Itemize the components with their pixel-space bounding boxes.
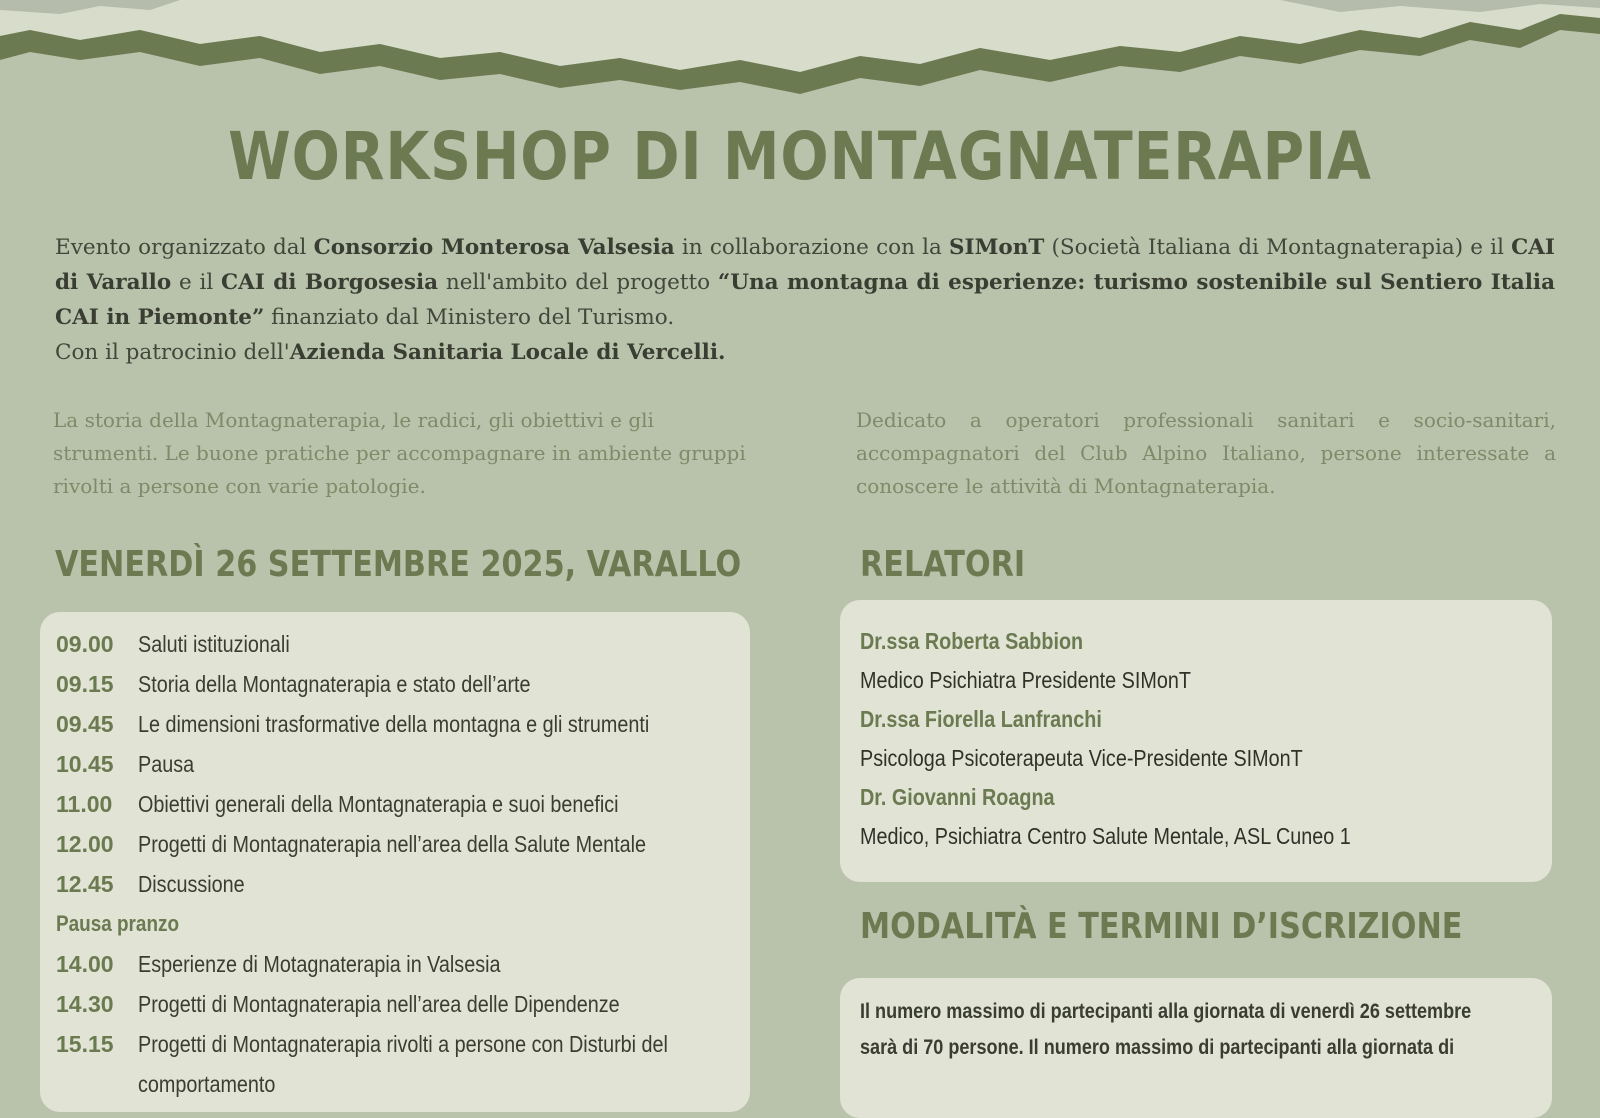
speaker-name bbox=[860, 622, 1540, 661]
program-time: 09.15 bbox=[56, 670, 114, 697]
program-row bbox=[56, 1024, 756, 1064]
program-row bbox=[56, 784, 756, 824]
program-time: 14.30 bbox=[56, 990, 114, 1017]
program-heading: VENERDÌ 26 SETTEMBRE 2025, VARALLO bbox=[55, 544, 742, 585]
program-time: 12.45 bbox=[56, 870, 114, 897]
program-row bbox=[56, 744, 756, 784]
speaker-role-text: Medico, Psichiatra Centro Salute Mentale, ASL Cuneo 1 bbox=[860, 823, 1351, 849]
intro-text: (Società Italiana di Montagnaterapia) e il bbox=[1044, 235, 1512, 260]
speaker-role bbox=[860, 817, 1540, 856]
project-name: “Una montagna di esperienze: turismo sostenibile sul Sentiero Italia CAI in Piemonte” bbox=[55, 270, 1555, 330]
speaker-name bbox=[860, 700, 1540, 739]
program-time: 10.45 bbox=[56, 750, 114, 777]
program-time: 09.00 bbox=[56, 630, 114, 657]
program-row bbox=[56, 704, 756, 744]
mountain-header-graphic bbox=[0, 0, 1600, 120]
page-title: WORKSHOP DI MONTAGNATERAPIA bbox=[228, 118, 1372, 195]
program-topic: comportamento bbox=[138, 1070, 276, 1097]
intro-text: nell'ambito del progetto bbox=[438, 270, 718, 295]
program-topic: Progetti di Montagnaterapia nell’area della Salute Mentale bbox=[138, 830, 647, 857]
program-topic: Saluti istituzionali bbox=[138, 630, 290, 657]
program-topic: Progetti di Montagnaterapia rivolti a persone con Disturbi del bbox=[138, 1030, 668, 1057]
program-row bbox=[56, 824, 756, 864]
cai-varallo-name: CAI di Varallo bbox=[55, 235, 1555, 295]
organizer-name: Consorzio Monterosa Valsesia bbox=[313, 235, 675, 260]
program-row bbox=[56, 984, 756, 1024]
program-row bbox=[56, 944, 756, 984]
intro-text: finanziato dal Ministero del Turismo. bbox=[264, 305, 675, 330]
speaker-role bbox=[860, 739, 1540, 778]
speaker-name-text: Dr.ssa Fiorella Lanfranchi bbox=[860, 706, 1102, 732]
program-topic: Obiettivi generali della Montagnaterapia e suoi benefici bbox=[138, 790, 619, 817]
simont-name: SIMonT bbox=[949, 235, 1045, 260]
speaker-role-text: Psicologa Psicoterapeuta Vice-Presidente SIMonT bbox=[860, 745, 1303, 771]
speaker-role-text: Medico Psichiatra Presidente SIMonT bbox=[860, 667, 1191, 693]
intro-text: in collaborazione con la bbox=[674, 235, 949, 260]
speaker-name-text: Dr.ssa Roberta Sabbion bbox=[860, 628, 1084, 654]
program-topic: Esperienze di Motagnaterapia in Valsesia bbox=[138, 950, 501, 977]
intro-paragraph bbox=[55, 230, 1555, 370]
program-topic: Discussione bbox=[138, 870, 245, 897]
program-topic: Le dimensioni trasformative della montagna e gli strumenti bbox=[138, 710, 650, 737]
iscrizione-line: Il numero massimo di partecipanti alla giornata di venerdì 26 settembre bbox=[860, 1000, 1472, 1023]
description-left: La storia della Montagnaterapia, le radici, gli obiettivi e gli strumenti. Le buone pratiche per accompagnare in ambiente gruppi rivolti a persone con varie patologie. bbox=[53, 408, 746, 498]
relatori-heading: RELATORI bbox=[860, 544, 1026, 585]
program-time: 14.00 bbox=[56, 950, 114, 977]
speakers-list bbox=[860, 622, 1540, 856]
program-topic: Storia della Montagnaterapia e stato dell’arte bbox=[138, 670, 531, 697]
program-topic: Pausa bbox=[138, 750, 195, 777]
program-topic: Progetti di Montagnaterapia nell’area delle Dipendenze bbox=[138, 990, 620, 1017]
program-time: 11.00 bbox=[56, 790, 113, 817]
intro-text: Evento organizzato dal bbox=[55, 235, 314, 260]
intro-text: e il bbox=[171, 270, 221, 295]
program-row bbox=[56, 664, 756, 704]
patronage-text: Con il patrocinio dell' bbox=[55, 340, 290, 365]
program-list bbox=[56, 624, 756, 1104]
lunch-break-label: Pausa pranzo bbox=[56, 911, 180, 936]
iscrizione-line: sarà di 70 persone. Il numero massimo di partecipanti alla giornata di bbox=[860, 1036, 1455, 1059]
program-row bbox=[56, 624, 756, 664]
program-time: 09.45 bbox=[56, 710, 114, 737]
speaker-name bbox=[860, 778, 1540, 817]
speaker-role bbox=[860, 661, 1540, 700]
speaker-name-text: Dr. Giovanni Roagna bbox=[860, 784, 1055, 810]
iscrizione-heading: MODALITÀ E TERMINI D’ISCRIZIONE bbox=[860, 906, 1463, 947]
program-time: 15.15 bbox=[56, 1030, 114, 1057]
description-right: Dedicato a operatori professionali sanitari e socio-sanitari, accompagnatori del Club Alpino Italiano, persone interessate a conoscere le attività di Montagnaterapia. bbox=[856, 408, 1556, 498]
iscrizione-text bbox=[860, 994, 1540, 1066]
patronage-name: Azienda Sanitaria Locale di Vercelli. bbox=[289, 340, 726, 365]
program-time: 12.00 bbox=[56, 830, 114, 857]
program-row bbox=[56, 864, 756, 904]
program-topic-continuation bbox=[56, 1064, 756, 1104]
cai-borgosesia-name: CAI di Borgosesia bbox=[220, 270, 439, 295]
